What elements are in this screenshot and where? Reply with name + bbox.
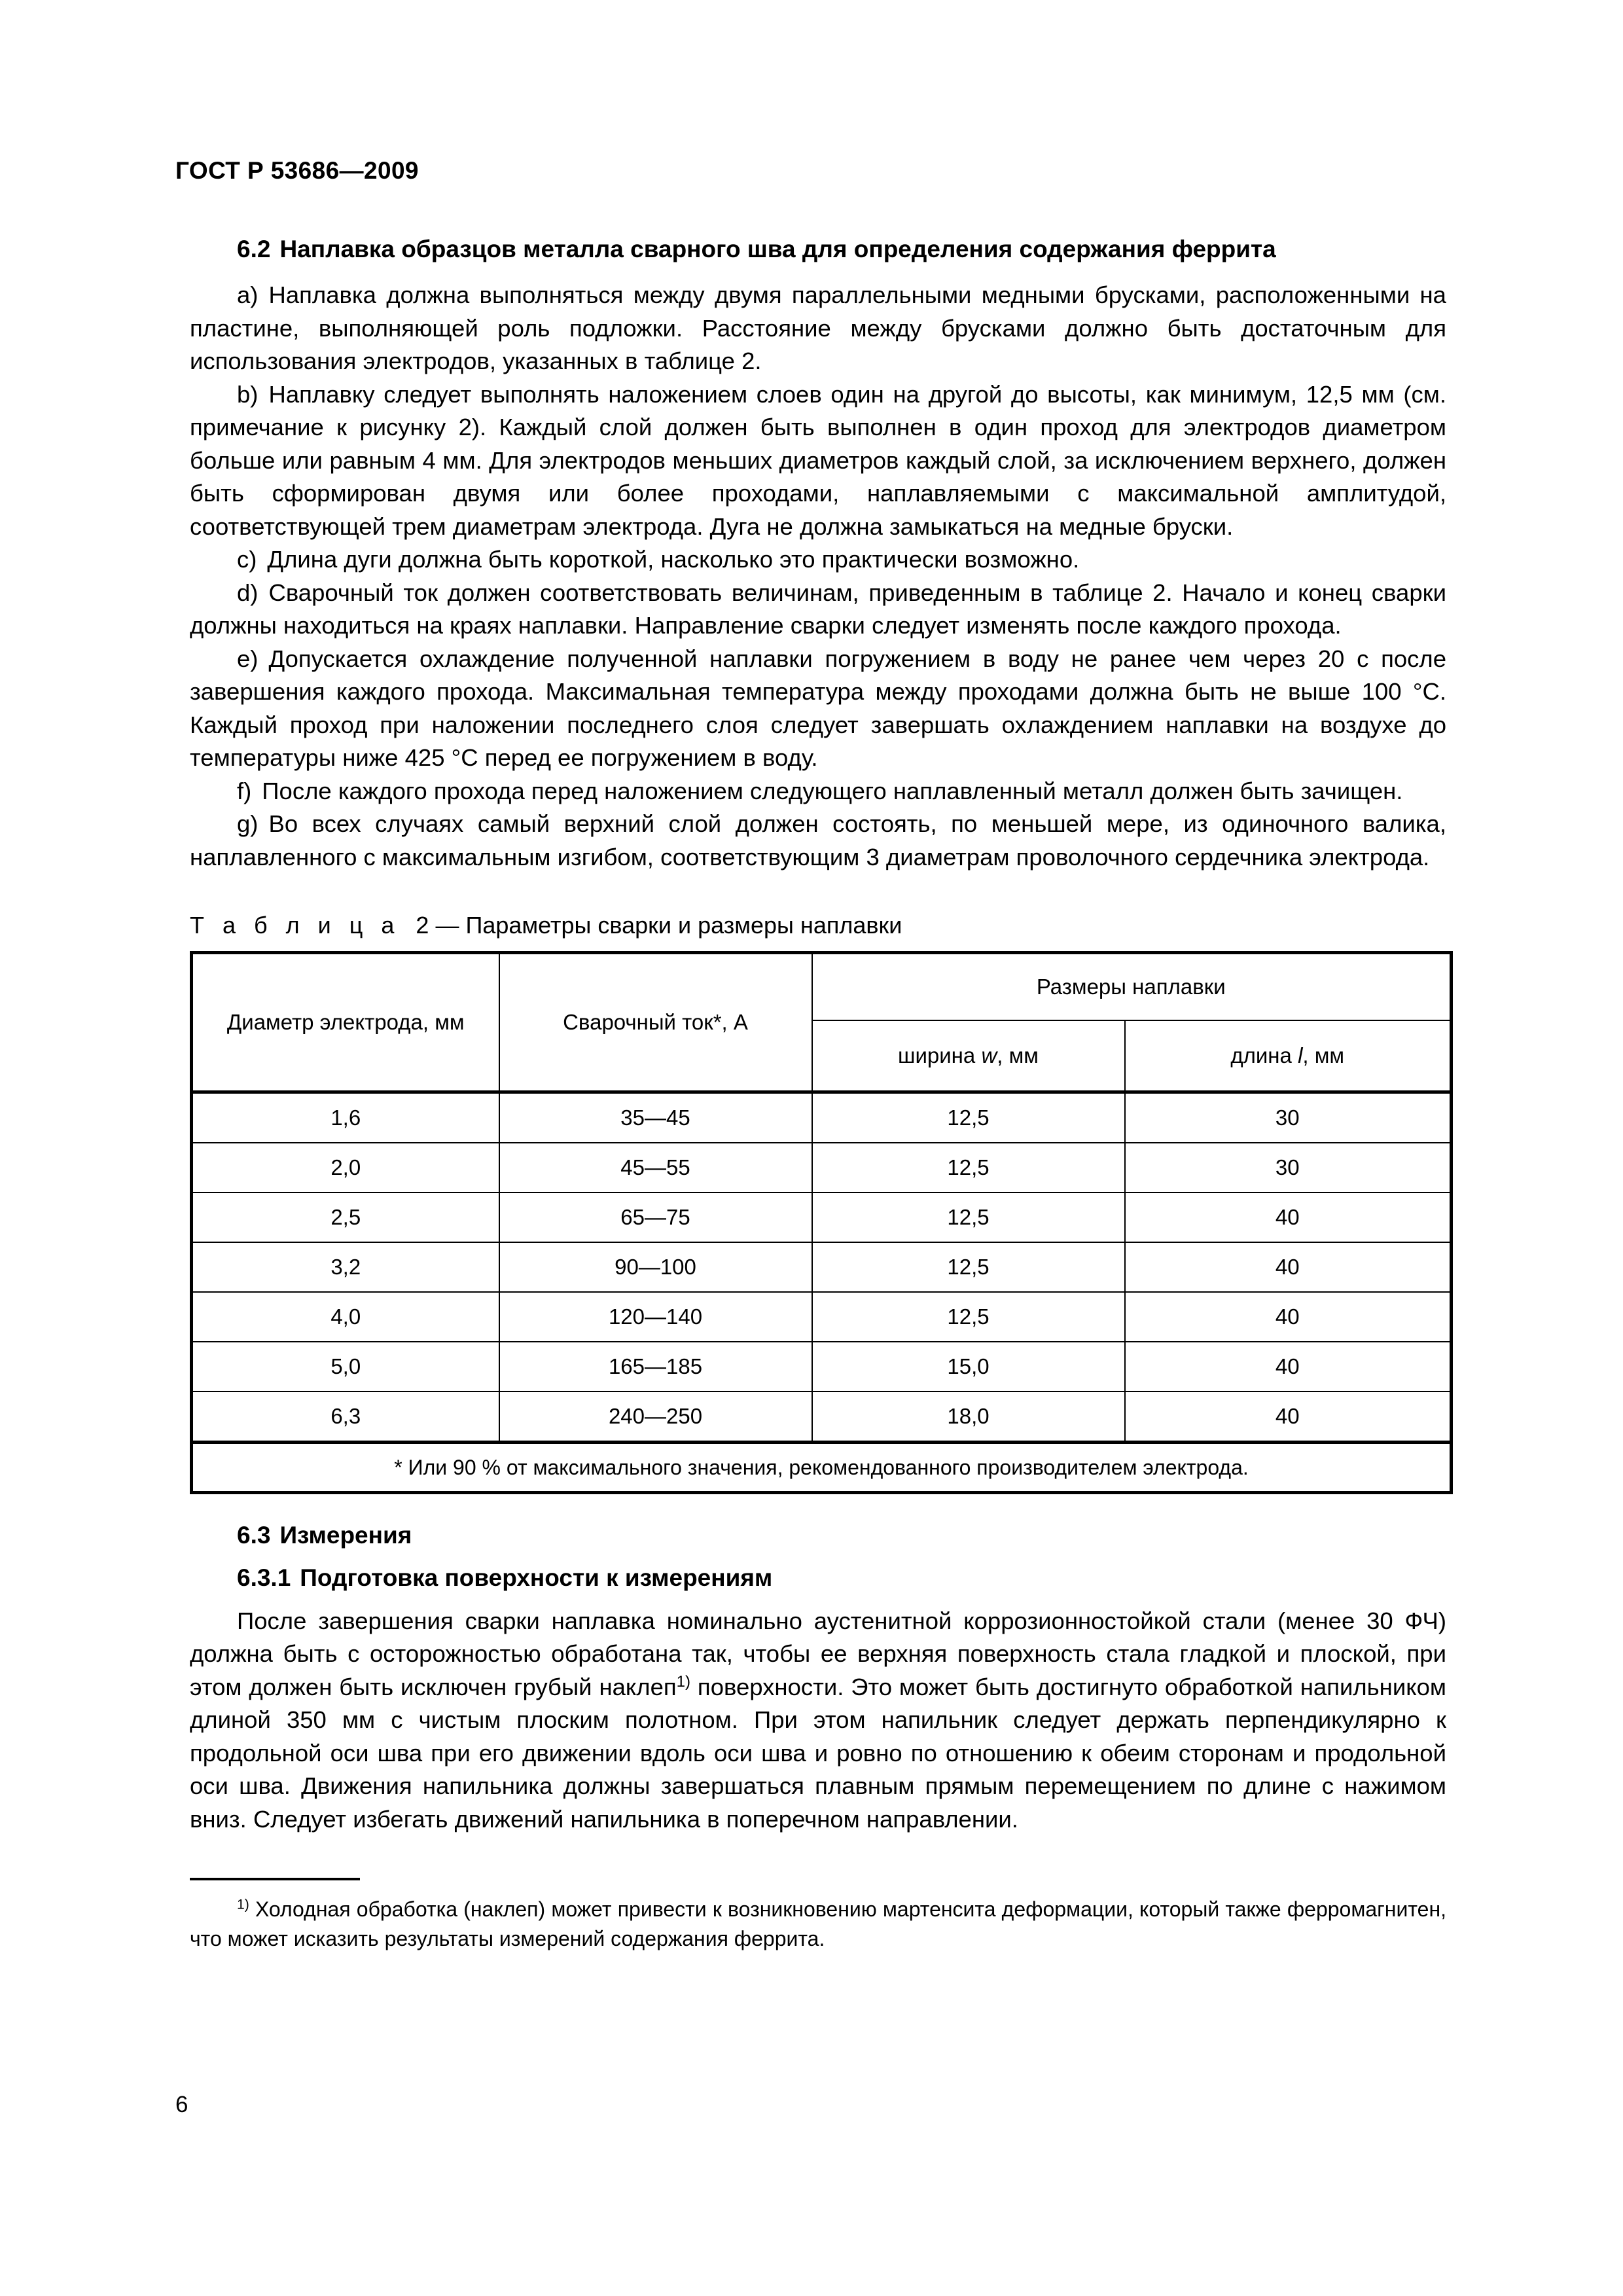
section-heading-6-3	[190, 1520, 1446, 1551]
footnote-reference-1: 1)	[676, 1672, 691, 1691]
list-marker-e: e)	[237, 645, 259, 672]
header-width-prefix: ширина	[897, 1043, 976, 1068]
cell-length: 40	[1125, 1193, 1452, 1242]
list-text-b: Наплавку следует выполнять наложением слоев один на другой до высоты, как минимум, 12,5 мм (см. примечание к рисунку 2). Каждый слой должен быть выполнен в один проход для электродов диаметром больше или равным 4 мм. Для электродов меньших диаметров каждый слой, за исключением верхнего, должен быть сформирован двумя или более проходами, наплавляемыми с максимальной амплитудой, соответствующей трем диаметрам электрода. Дуга не должна замыкаться на медные бруски.	[190, 380, 1446, 540]
section-number: 6.3.1	[237, 1564, 291, 1591]
cell-length: 30	[1125, 1143, 1452, 1193]
cell-current: 65—75	[499, 1193, 812, 1242]
section-title: Наплавка образцов металла сварного шва для определения содержания феррита	[279, 236, 1276, 262]
list-marker-g: g)	[237, 810, 259, 838]
cell-diameter: 2,0	[192, 1143, 499, 1193]
cell-length: 40	[1125, 1292, 1452, 1342]
cell-current: 240—250	[499, 1391, 812, 1443]
list-marker-d: d)	[237, 579, 259, 606]
list-text-d: Сварочный ток должен соответствовать величинам, приведенным в таблице 2. Начало и конец сварки должны находиться на краях наплавки. Направление сварки следует изменять после каждого прохода.	[190, 579, 1446, 639]
cell-width: 12,5	[812, 1292, 1125, 1342]
header-length-symbol: l	[1298, 1043, 1303, 1068]
cell-diameter: 1,6	[192, 1092, 499, 1143]
list-item-f	[190, 775, 1446, 808]
cell-diameter: 4,0	[192, 1292, 499, 1342]
section-631-body	[190, 1605, 1446, 1837]
cell-current: 90—100	[499, 1242, 812, 1292]
list-text-g: Во всех случаях самый верхний слой должен состоять, по меньшей мере, из одиночного валика, наплавленного с максимальным изгибом, соответствующим 3 диаметрам проволочного сердечника электрода.	[190, 810, 1446, 870]
list-item-d	[190, 577, 1446, 643]
table-footnote-row	[192, 1443, 1452, 1493]
header-length-suffix: , мм	[1302, 1043, 1345, 1068]
table-row	[192, 1391, 1452, 1443]
header-width-suffix: , мм	[997, 1043, 1039, 1068]
table-row	[192, 1143, 1452, 1193]
list-marker-a: a)	[237, 281, 259, 309]
header-cell-length	[1125, 1020, 1452, 1092]
header-cell-deposit-dimensions: Размеры наплавки	[812, 953, 1452, 1021]
list-marker-c: c)	[237, 546, 257, 573]
section-number: 6.2	[237, 236, 271, 262]
list-text-a: Наплавка должна выполняться между двумя параллельными медными брусками, расположенными на пластине, выполняющей роль подложки. Расстояние между брусками должно быть достаточным для использования электродов, указанных в таблице 2.	[190, 281, 1446, 375]
list-marker-f: f)	[237, 777, 252, 804]
cell-width: 18,0	[812, 1391, 1125, 1443]
section-heading-6-2	[190, 234, 1446, 264]
list-item-b	[190, 378, 1446, 544]
cell-diameter: 5,0	[192, 1342, 499, 1391]
cell-width: 12,5	[812, 1242, 1125, 1292]
cell-current: 120—140	[499, 1292, 812, 1342]
section-title: Измерения	[279, 1522, 412, 1549]
page-number: 6	[175, 2092, 188, 2117]
section-number: 6.3	[237, 1522, 271, 1549]
body-text-part1: После завершения сварки наплавка номинально аустенитной коррозионностойкой стали (менее 30 ФЧ) должна быть с осторожностью обработана так, чтобы ее верхняя поверхность стала гладкой и плоской, при этом должен быть исключен грубый наклеп	[190, 1607, 1446, 1700]
table-row	[192, 1342, 1452, 1391]
cell-diameter: 2,5	[192, 1193, 499, 1242]
header-length-prefix: длина	[1230, 1043, 1292, 1068]
table-header-row-1	[192, 953, 1452, 1021]
cell-current: 165—185	[499, 1342, 812, 1391]
table-caption-title: Параметры сварки и размеры наплавки	[465, 912, 902, 939]
cell-length: 30	[1125, 1092, 1452, 1143]
header-width-symbol: w	[981, 1043, 997, 1068]
page-footnote	[190, 1895, 1446, 1954]
cell-current: 35—45	[499, 1092, 812, 1143]
table-footnote: * Или 90 % от максимального значения, рекомендованного производителем электрода.	[192, 1443, 1452, 1493]
table-row	[192, 1092, 1452, 1143]
list-marker-b: b)	[237, 380, 259, 408]
table-caption	[190, 910, 1446, 941]
body-text-part2: поверхности. Это может быть достигнуто обработкой напильником длиной 350 мм с чистым плоским полотном. При этом напильник следует держать перпендикулярно к продольной оси шва при его движении вдоль оси шва и ровно по отношению к обеим сторонам и продольной оси шва. Движения напильника должны завершаться плавным прямым перемещением по длине с нажимом вниз. Следует избегать движений напильника в поперечном направлении.	[190, 1673, 1446, 1833]
table-caption-label: Т а б л и ц а	[190, 912, 401, 939]
section-title: Подготовка поверхности к измерениям	[300, 1564, 773, 1591]
list-text-c: Длина дуги должна быть короткой, насколько это практически возможно.	[267, 546, 1080, 573]
header-cell-width	[812, 1020, 1125, 1092]
cell-width: 12,5	[812, 1092, 1125, 1143]
table-2-welding-parameters	[190, 951, 1453, 1494]
cell-current: 45—55	[499, 1143, 812, 1193]
list-text-e: Допускается охлаждение полученной наплавки погружением в воду не ранее чем через 20 с после завершения каждого прохода. Максимальная температура между проходами должна быть не выше 100 °С. Каждый проход при наложении последнего слоя следует завершать охлаждением наплавки на воздухе до температуры ниже 425 °С перед ее погружением в воду.	[190, 645, 1446, 772]
cell-diameter: 3,2	[192, 1242, 499, 1292]
page-body	[190, 234, 1446, 1954]
footnote-marker: 1)	[237, 1897, 249, 1912]
header-cell-current: Сварочный ток*, А	[499, 953, 812, 1092]
list-text-f: После каждого прохода перед наложением следующего наплавленный металл должен быть зачищен.	[262, 777, 1403, 804]
list-item-g	[190, 808, 1446, 874]
table-row	[192, 1193, 1452, 1242]
list-item-e	[190, 643, 1446, 775]
list-item-c	[190, 543, 1446, 577]
table-caption-number: 2	[416, 912, 429, 939]
footnote-text: Холодная обработка (наклеп) может привести к возникновению мартенсита деформации, который также ферромагнитен, что может исказить результаты измерений содержания феррита.	[190, 1897, 1446, 1951]
cell-width: 15,0	[812, 1342, 1125, 1391]
running-header: ГОСТ Р 53686—2009	[175, 157, 419, 184]
cell-length: 40	[1125, 1342, 1452, 1391]
table-row	[192, 1242, 1452, 1292]
cell-width: 12,5	[812, 1193, 1125, 1242]
table-caption-dash: —	[435, 912, 459, 939]
cell-length: 40	[1125, 1242, 1452, 1292]
cell-length: 40	[1125, 1391, 1452, 1443]
section-heading-6-3-1	[190, 1563, 1446, 1593]
list-item-a	[190, 279, 1446, 378]
table-row	[192, 1292, 1452, 1342]
header-cell-diameter: Диаметр электрода, мм	[192, 953, 499, 1092]
cell-width: 12,5	[812, 1143, 1125, 1193]
cell-diameter: 6,3	[192, 1391, 499, 1443]
